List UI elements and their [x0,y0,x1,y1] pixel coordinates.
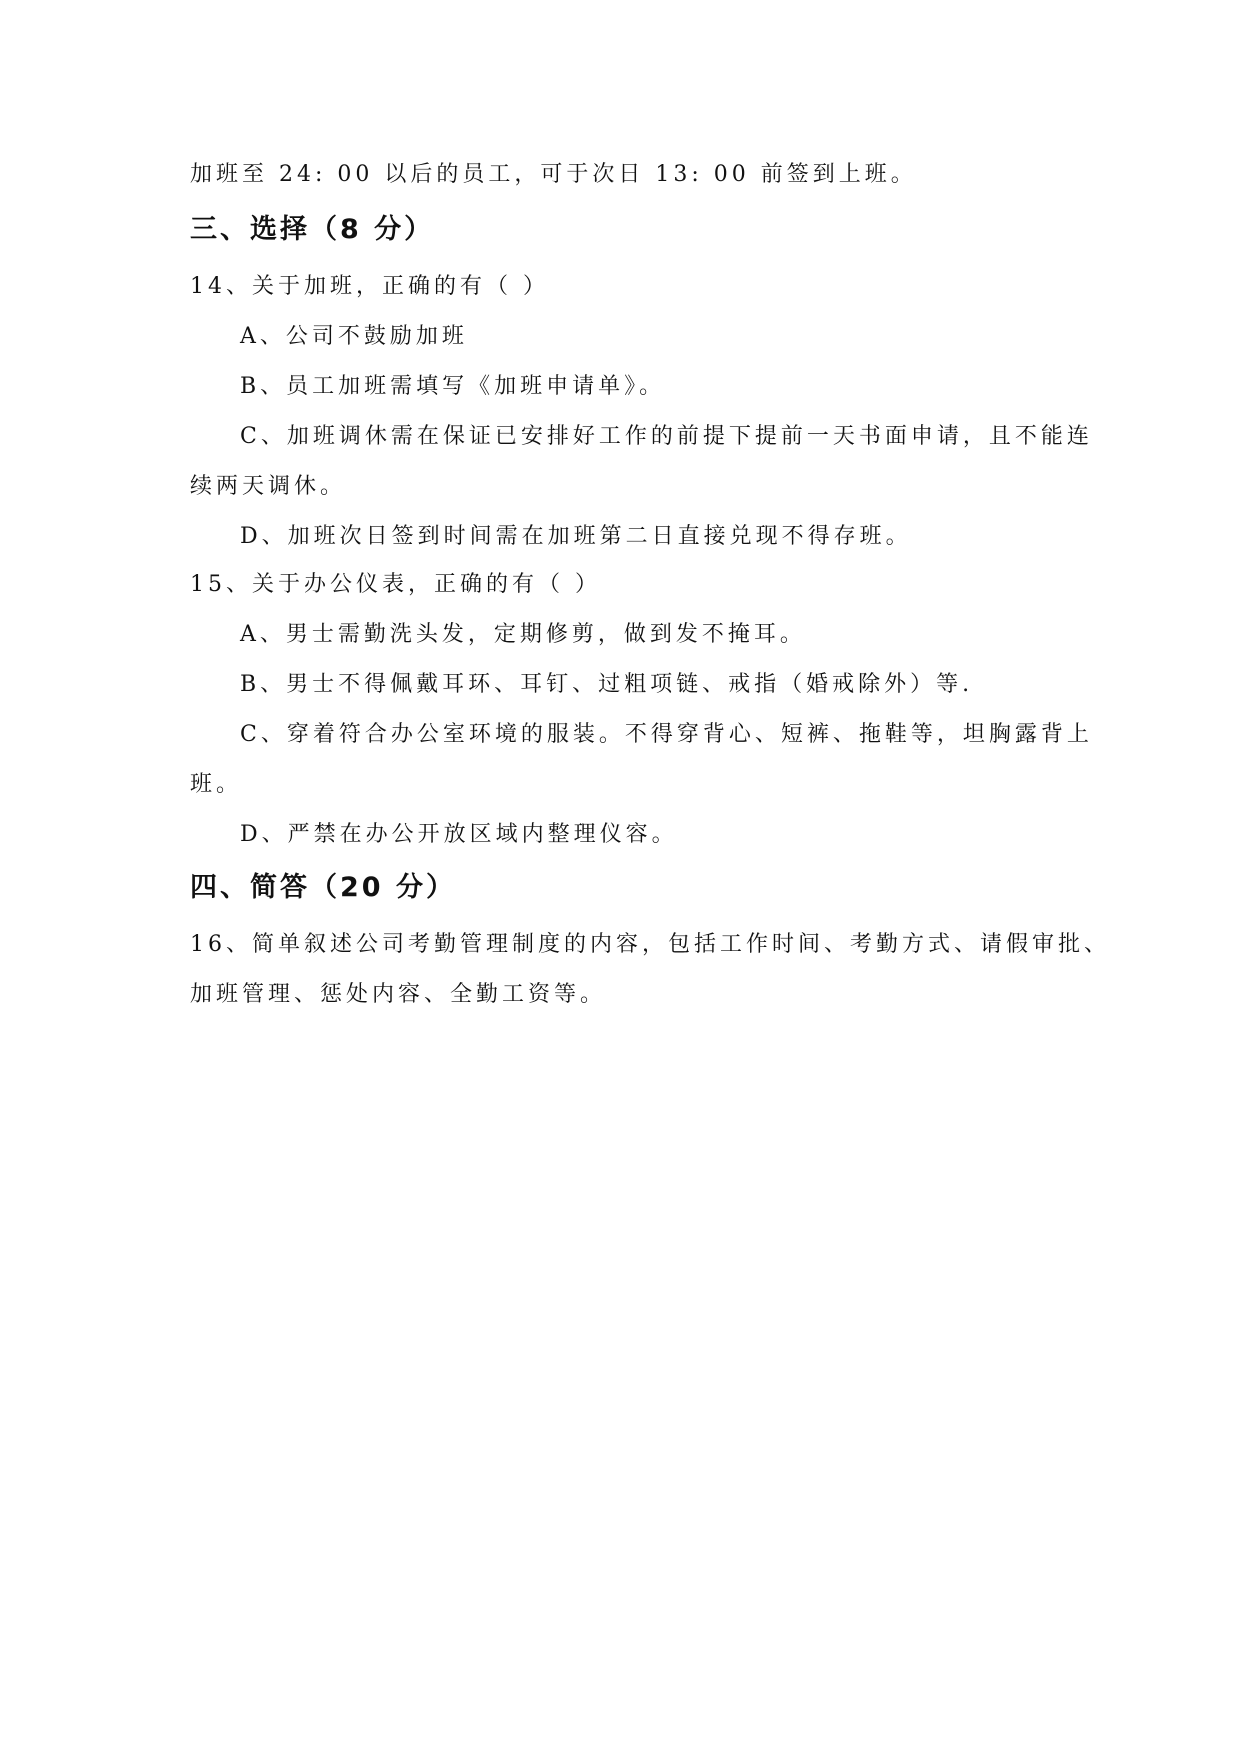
question-14-option-c-line-2: 续两天调休。 [190,474,347,499]
question-14: 14、关于加班，正确的有（ ） [190,274,549,299]
question-15-option-d: D、严禁在办公开放区域内整理仪容。 [240,822,678,847]
question-15-option-b: B、男士不得佩戴耳环、耳钉、过粗项链、戒指（婚戒除外）等. [240,672,974,697]
intro-line: 加班至 24: 00 以后的员工，可于次日 13: 00 前签到上班。 [190,162,917,187]
question-14-option-a: A、公司不鼓励加班 [240,324,468,349]
question-15: 15、关于办公仪表，正确的有（ ） [190,572,601,597]
question-15-option-c-line-1: C、穿着符合办公室环境的服装。不得穿背心、短裤、拖鞋等，坦胸露背上 [240,722,1093,747]
question-15-option-c-line-2: 班。 [190,772,243,797]
section-4-heading: 四、简答（20 分） [190,872,456,903]
question-16-line-1: 16、简单叙述公司考勤管理制度的内容，包括工作时间、考勤方式、请假审批、 [190,932,1110,957]
question-15-option-a: A、男士需勤洗头发，定期修剪，做到发不掩耳。 [240,622,806,647]
section-3-heading: 三、选择（8 分） [190,214,435,245]
question-14-option-d: D、加班次日签到时间需在加班第二日直接兑现不得存班。 [240,524,912,549]
question-14-option-b: B、员工加班需填写《加班申请单》。 [240,374,666,399]
question-14-option-c-line-1: C、加班调休需在保证已安排好工作的前提下提前一天书面申请，且不能连 [240,424,1093,449]
question-16-line-2: 加班管理、惩处内容、全勤工资等。 [190,982,607,1007]
